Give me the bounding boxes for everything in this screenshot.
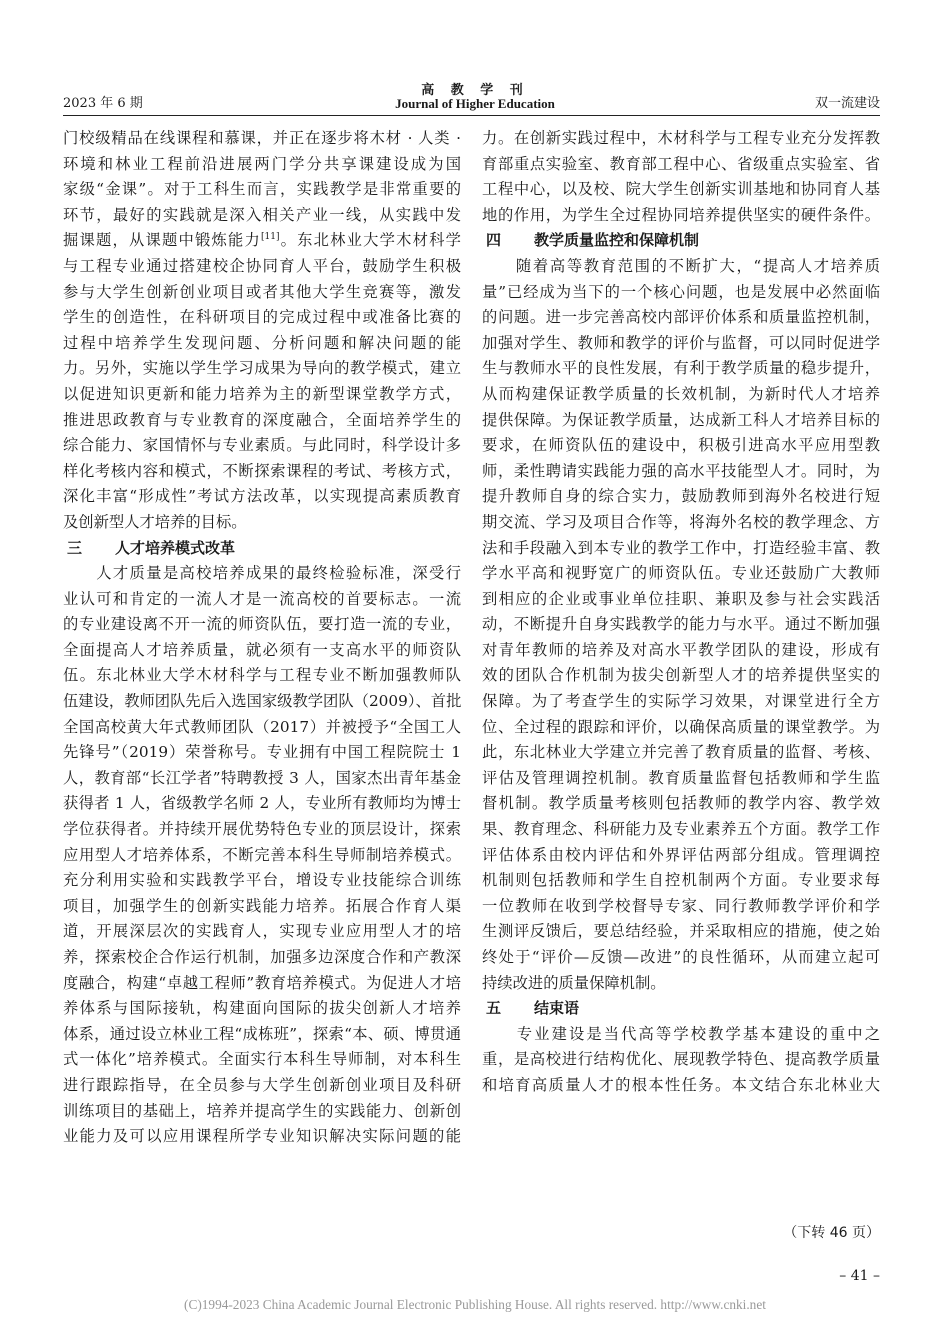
text-line: 到相应的企业或事业单位挂职、兼职及参与社会实践活 [482, 589, 880, 608]
text-line: 伍建设，教师团队先后入选国家级教学团队（2009）、首批 [63, 692, 461, 711]
text-segment: 。东北林业大学木材科学 [279, 231, 461, 250]
text-line: 随着高等教育范围的不断扩大，“提高人才培养质 [482, 256, 880, 275]
text-line: 学生的创造性，在科研项目的完成过程中或准备比赛的 [63, 308, 461, 327]
text-line: 评估体系由校内评估和外界评估两部分组成。管理调控 [482, 845, 880, 864]
text-line: 保障。为了考查学生的实际学习效果，对课堂进行全方 [482, 692, 880, 711]
text-line: 门校级精品在线课程和慕课，并正在逐步将木材 · 人类 · [63, 129, 461, 147]
right-text-column [482, 126, 880, 1099]
text-line: 伍。东北林业大学木材科学与工程专业不断加强教师队 [63, 666, 461, 685]
text-line: 机制则包括教师和学生自控机制两个方面。专业要求每 [482, 871, 880, 890]
text-line: 业认可和肯定的一流人才是一流高校的首要标志。一流 [63, 589, 461, 608]
citation-ref: [11] [261, 232, 280, 243]
text-line: 环境和林业工程前沿进展两门学分共享课建设成为国 [63, 154, 461, 173]
text-line: 项目，加强学生的创新实践能力培养。拓展合作育人渠 [63, 896, 461, 915]
text-line: 加强对学生、教师和教学的评价与监督，可以同时促进学 [482, 333, 880, 352]
text-line: 提供保障。为保证教学质量，达成新工科人才培养目标的 [482, 410, 880, 429]
text-line: 样化考核内容和模式，不断探索课程的考试、考核方式， [63, 461, 461, 480]
section-number: 三 [67, 538, 83, 557]
text-line: 与工程专业通过搭建校企协同育人平台，鼓励学生积极 [63, 256, 461, 275]
section-heading [482, 996, 880, 1022]
text-line: 先锋号”（2019）荣誉称号。专业拥有中国工程院院士 1 [63, 743, 461, 762]
header-rule [63, 115, 880, 116]
text-segment: 掘课题，从课题中锻炼能力 [63, 231, 261, 250]
text-line: 学水平高和视野宽广的师资队伍。专业还鼓励广大教师 [482, 564, 880, 583]
text-line: 要求，在师资队伍的建设中，积极引进高水平应用型教 [482, 436, 880, 455]
text-line: 及创新型人才培养的目标。 [63, 512, 247, 531]
text-line: 评估及管理调控机制。教育质量监督包括教师和学生监 [482, 768, 880, 787]
text-line: 应用型人才培养体系，不断完善本科生导师制培养模式。 [63, 845, 461, 864]
section-title: 人才培养模式改革 [115, 538, 236, 557]
text-line: 环节，最好的实践就是深入相关产业一线，从实践中发 [63, 205, 461, 224]
text-line: 业能力及可以应用课程所学专业知识解决实际问题的能 [63, 1127, 461, 1146]
text-line: 推进思政教育与专业教育的深度融合，全面培养学生的 [63, 410, 461, 429]
text-line: 综合能力、家国情怀与专业素质。与此同时，科学设计多 [63, 436, 461, 455]
text-line: 体系，通过设立林业工程“成栋班”，探索“本、硕、博贯通 [63, 1024, 461, 1043]
text-line: 重，是高校进行结构优化、展现教学特色、提高教学质量 [482, 1050, 880, 1069]
text-line: 式一体化”培养模式。全面实行本科生导师制，对本科生 [63, 1050, 461, 1069]
section-heading [482, 228, 880, 254]
text-line: 获得者 1 人，省级教学名师 2 人，专业所有教师均为博士 [63, 794, 461, 813]
text-line: 以促进知识更新和能力培养为主的新型课堂教学方式， [63, 384, 461, 403]
text-line: 期交流、学习及项目合作等，将海外名校的教学理念、方 [482, 512, 880, 531]
text-line: 养体系与国际接轨，构建面向国际的拔尖创新人才培养 [63, 999, 461, 1018]
text-line: 力。另外，实施以学生学习成果为导向的教学模式，建立 [63, 359, 461, 378]
text-line: 进行跟踪指导，在全员参与大学生创新创业项目及科研 [63, 1075, 461, 1094]
text-line: 持续改进的质量保障机制。 [482, 973, 666, 992]
text-line: 法和手段融入到本专业的教学工作中，打造经验丰富、教 [482, 538, 880, 557]
text-line: 养，探索校企合作运行机制，加强多边深度合作和产教深 [63, 948, 461, 966]
text-line: 育部重点实验室、教育部工程中心、省级重点实验室、省 [482, 154, 880, 173]
text-line: 全国高校黄大年式教师团队（2017）并被授予“全国工人 [63, 717, 461, 736]
section-label: 双一流建设 [814, 96, 880, 111]
text-line: 从而构建保证教学质量的长效机制，为新时代人才培养 [482, 384, 880, 403]
text-line: 对青年教师的培养及对高水平教学团队的建设，形成有 [482, 640, 880, 659]
text-line: 果、教育理念、科研能力及专业素养五个方面。教学工作 [482, 820, 880, 839]
section-title: 结束语 [534, 999, 580, 1018]
text-line: 此，东北林业大学建立并完善了教育质量的监督、考核、 [482, 743, 880, 762]
journal-title-en: Journal of Higher Education [395, 96, 555, 111]
page-number: – 41 – [839, 1268, 880, 1284]
text-line: 参与大学生创新创业项目或者其他大学生竞赛等，激发 [63, 282, 461, 301]
text-line: 全面提高人才培养质量，就必须有一支高水平的师资队 [63, 640, 461, 659]
journal-title-cn: 高 教 学 刊 [421, 83, 529, 98]
text-line: 训练项目的基础上，培养并提高学生的实践能力、创新创 [63, 1101, 461, 1120]
text-line: 督机制。教学质量考核则包括教师的教学内容、教学效 [482, 794, 880, 813]
text-line: 终处于“评价—反馈—改进”的良性循环，从而建立起可 [482, 948, 880, 966]
text-line: 动，不断提升自身实践教学的能力与水平。通过不断加强 [482, 615, 880, 634]
text-line: 和培育高质量人才的根本性任务。本文结合东北林业大 [482, 1075, 880, 1094]
text-line: 人，教育部“长江学者”特聘教授 3 人，国家杰出青年基金 [63, 768, 461, 787]
text-line: 充分利用实验和实践教学平台，增设专业技能综合训练 [63, 871, 461, 890]
text-line: 生与教师水平的良性发展，有利于教学质量的稳步提升， [482, 359, 880, 378]
text-line: 家级“金课”。对于工科生而言，实践教学是非常重要的 [63, 180, 461, 199]
text-line: 的问题。进一步完善高校内部评价体系和质量监控机制， [482, 308, 880, 327]
text-line: 位、全过程的跟踪和评价，以确保高质量的课堂教学。为 [482, 717, 880, 736]
text-line: 量”已经成为当下的一个核心问题，也是发展中必然面临 [482, 282, 880, 301]
continued-note: （下转 46 页） [783, 1225, 880, 1241]
text-line: 的专业建设离不开一流的师资队伍，要打造一流的专业， [63, 615, 461, 634]
text-line: 度融合，构建“卓越工程师”教育培养模式。为促进人才培 [63, 973, 461, 992]
text-line: 师，柔性聘请实践能力强的高水平技能型人才。同时，为 [482, 461, 880, 480]
text-line: 深化丰富“形成性”考试方法改革，以实现提高素质教育 [63, 487, 461, 506]
text-line: 专业建设是当代高等学校教学基本建设的重中之 [482, 1024, 880, 1043]
text-line: 力。在创新实践过程中，木材科学与工程专业充分发挥教 [482, 129, 880, 147]
left-text-column [63, 126, 461, 1150]
section-number: 四 [486, 231, 502, 250]
copyright-notice: (C)1994-2023 China Academic Journal Electronic Publishing House. All rights reserved. http://www.cnki.net [184, 1297, 766, 1312]
section-title: 教学质量监控和保障机制 [534, 231, 700, 250]
text-line: 学位获得者。并持续开展优势特色专业的顶层设计，探索 [63, 820, 461, 839]
text-line [63, 228, 461, 254]
text-line: 一位教师在收到学校督导专家、同行教师教学评价和学 [482, 896, 880, 915]
text-line: 过程中培养学生发现问题、分析问题和解决问题的能 [63, 333, 461, 352]
section-heading [63, 536, 461, 562]
text-line: 人才质量是高校培养成果的最终检验标准，深受行 [63, 564, 461, 583]
issue-label: 2023 年 6 期 [63, 96, 143, 111]
text-line: 地的作用，为学生全过程协同培养提供坚实的硬件条件。 [482, 205, 880, 224]
text-line: 生测评反馈后，要总结经验，并采取相应的措施，使之始 [482, 922, 880, 941]
text-line: 提升教师自身的综合实力，鼓励教师到海外名校进行短 [482, 487, 880, 506]
text-line: 效的团队合作机制为拔尖创新型人才的培养提供坚实的 [482, 666, 880, 685]
text-line: 工程中心，以及校、院大学生创新实训基地和协同育人基 [482, 180, 880, 199]
section-number: 五 [486, 999, 502, 1018]
text-line: 道，开展深层次的实践育人，实现专业应用型人才的培 [63, 922, 461, 941]
